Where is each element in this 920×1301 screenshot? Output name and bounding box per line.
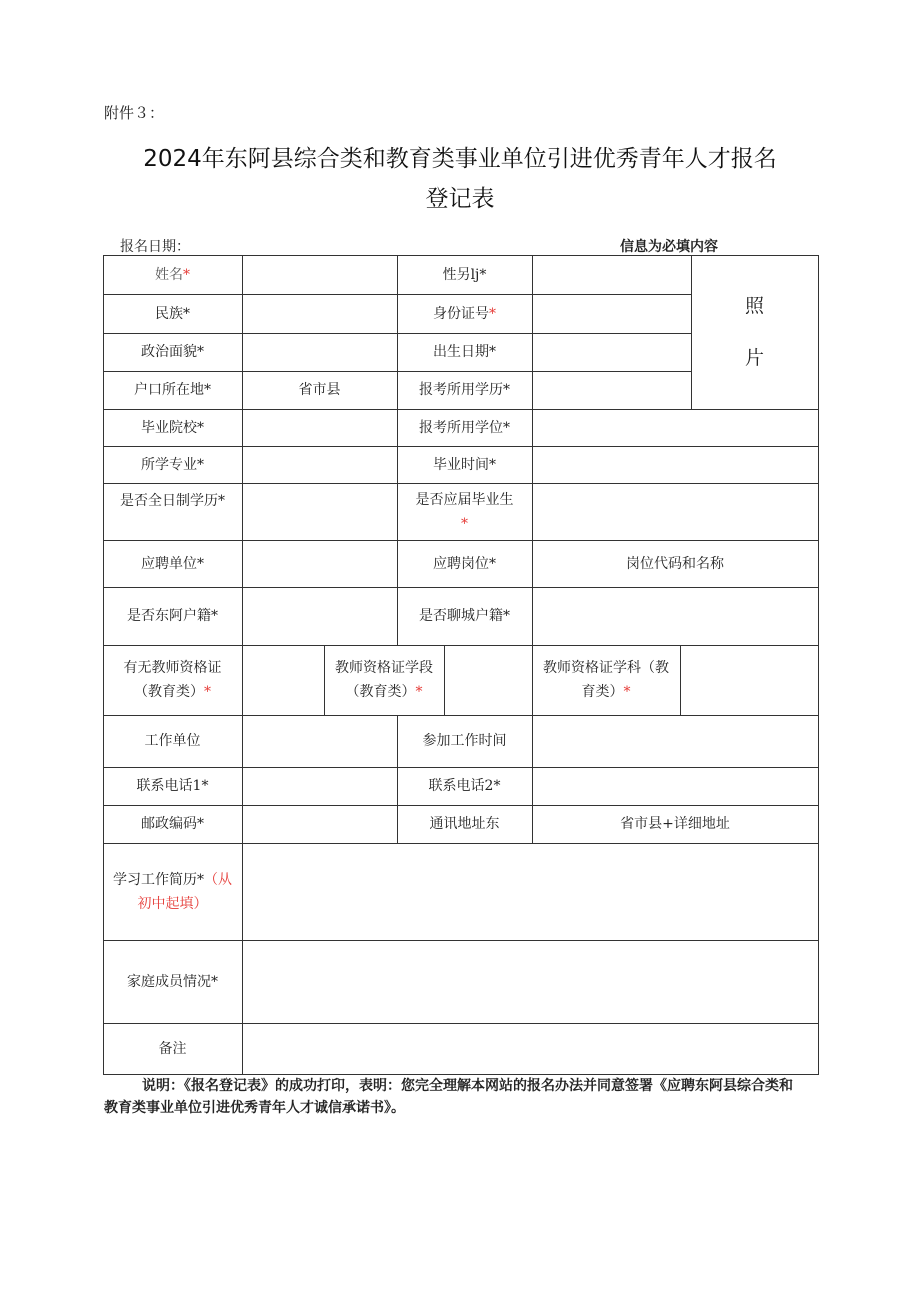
registration-date-label: 报名日期： <box>120 239 190 255</box>
graduation-time-input[interactable] <box>532 446 818 483</box>
family-members-input[interactable] <box>242 940 818 1023</box>
work-start-time-input[interactable] <box>532 715 818 767</box>
address-label: 通讯地址东 <box>429 816 500 832</box>
education-input[interactable] <box>532 371 691 409</box>
name-label: 姓名 * <box>155 266 190 283</box>
form-title-line2: 登记表 <box>425 186 495 212</box>
liaocheng-hukou-label: 是否聊城户籍* <box>419 608 510 624</box>
attachment-label: 附件３： <box>104 104 165 122</box>
footer-note: 说明：《报名登记表》的成功打印，表明：您完全理解本网站的报名办法并同意签署《应聘东阿县综合类和教育类事业单位引进优秀青年人才诚信承诺书》。 <box>104 1078 793 1116</box>
work-unit-label: 工作单位 <box>144 733 201 749</box>
phone2-input[interactable] <box>532 767 818 805</box>
teacher-cert-stage-input[interactable] <box>444 645 532 715</box>
donga-hukou-label: 是否东阿户籍* <box>127 608 218 624</box>
apply-post-label: 应聘岗位* <box>433 555 496 572</box>
resume-input[interactable] <box>242 843 818 940</box>
graduate-school-label: 毕业院校* <box>141 419 204 436</box>
apply-post-input[interactable]: 岗位代码和名称 <box>626 555 724 572</box>
teacher-cert-subject-label: 教师资格证学科（教 育类）* <box>543 660 669 700</box>
phone1-label: 联系电话1* <box>136 778 209 794</box>
gender-input[interactable] <box>532 255 691 294</box>
required-note: 信息为必填内容 <box>620 239 718 255</box>
education-label: 报考所用学历* <box>419 382 510 398</box>
apply-unit-input[interactable] <box>242 540 397 587</box>
name-input[interactable] <box>242 255 397 294</box>
work-unit-input[interactable] <box>242 715 397 767</box>
work-start-time-label: 参加工作时间 <box>422 733 507 749</box>
address-input[interactable]: 省市县+详细地址 <box>620 816 730 832</box>
graduate-school-input[interactable] <box>242 409 397 446</box>
political-status-input[interactable] <box>242 333 397 371</box>
fulltime-label: 是否全日制学历* <box>120 493 225 509</box>
gender-label: 性另lj* <box>442 266 487 283</box>
postcode-label: 邮政编码* <box>141 816 204 832</box>
graduation-time-label: 毕业时间* <box>433 456 496 473</box>
ethnicity-label: 民族* <box>155 305 190 322</box>
teacher-cert-subject-input[interactable] <box>680 645 818 715</box>
major-label: 所学专业* <box>141 456 204 473</box>
degree-label: 报考所用学位* <box>419 419 510 436</box>
political-status-label: 政治面貌* <box>141 344 204 360</box>
hukou-input[interactable]: 省市县 <box>298 382 341 398</box>
liaocheng-hukou-input[interactable] <box>532 587 818 645</box>
photo-area[interactable]: 照 片 <box>744 295 764 369</box>
teacher-cert-input[interactable] <box>242 645 324 715</box>
id-number-input[interactable] <box>532 294 691 333</box>
major-input[interactable] <box>242 446 397 483</box>
degree-input[interactable] <box>532 409 818 446</box>
phone2-label: 联系电话2* <box>428 778 501 794</box>
donga-hukou-input[interactable] <box>242 587 397 645</box>
teacher-cert-stage-label: 教师资格证学段 （教育类）* <box>335 660 433 700</box>
postcode-input[interactable] <box>242 805 397 843</box>
ethnicity-input[interactable] <box>242 294 397 333</box>
fresh-graduate-label: 是否应届毕业生 * <box>415 491 514 532</box>
fulltime-input[interactable] <box>242 483 397 540</box>
id-number-label: 身份证号 * <box>433 305 496 322</box>
fresh-graduate-input[interactable] <box>532 483 818 540</box>
remarks-input[interactable] <box>242 1023 818 1074</box>
remarks-label: 备注 <box>158 1040 187 1057</box>
teacher-cert-label: 有无教师资格证 （教育类）* <box>123 660 222 700</box>
hukou-label: 户口所在地* <box>134 382 211 398</box>
birth-date-input[interactable] <box>532 333 691 371</box>
resume-label: 学习工作简历*（从 初中起填） <box>113 871 232 912</box>
apply-unit-label: 应聘单位* <box>141 555 204 572</box>
form-title: 2024年东阿县综合类和教育类事业单位引进优秀青年人才报名 <box>143 146 777 172</box>
phone1-input[interactable] <box>242 767 397 805</box>
family-members-label: 家庭成员情况* <box>127 973 218 990</box>
birth-date-label: 出生日期* <box>433 344 496 360</box>
